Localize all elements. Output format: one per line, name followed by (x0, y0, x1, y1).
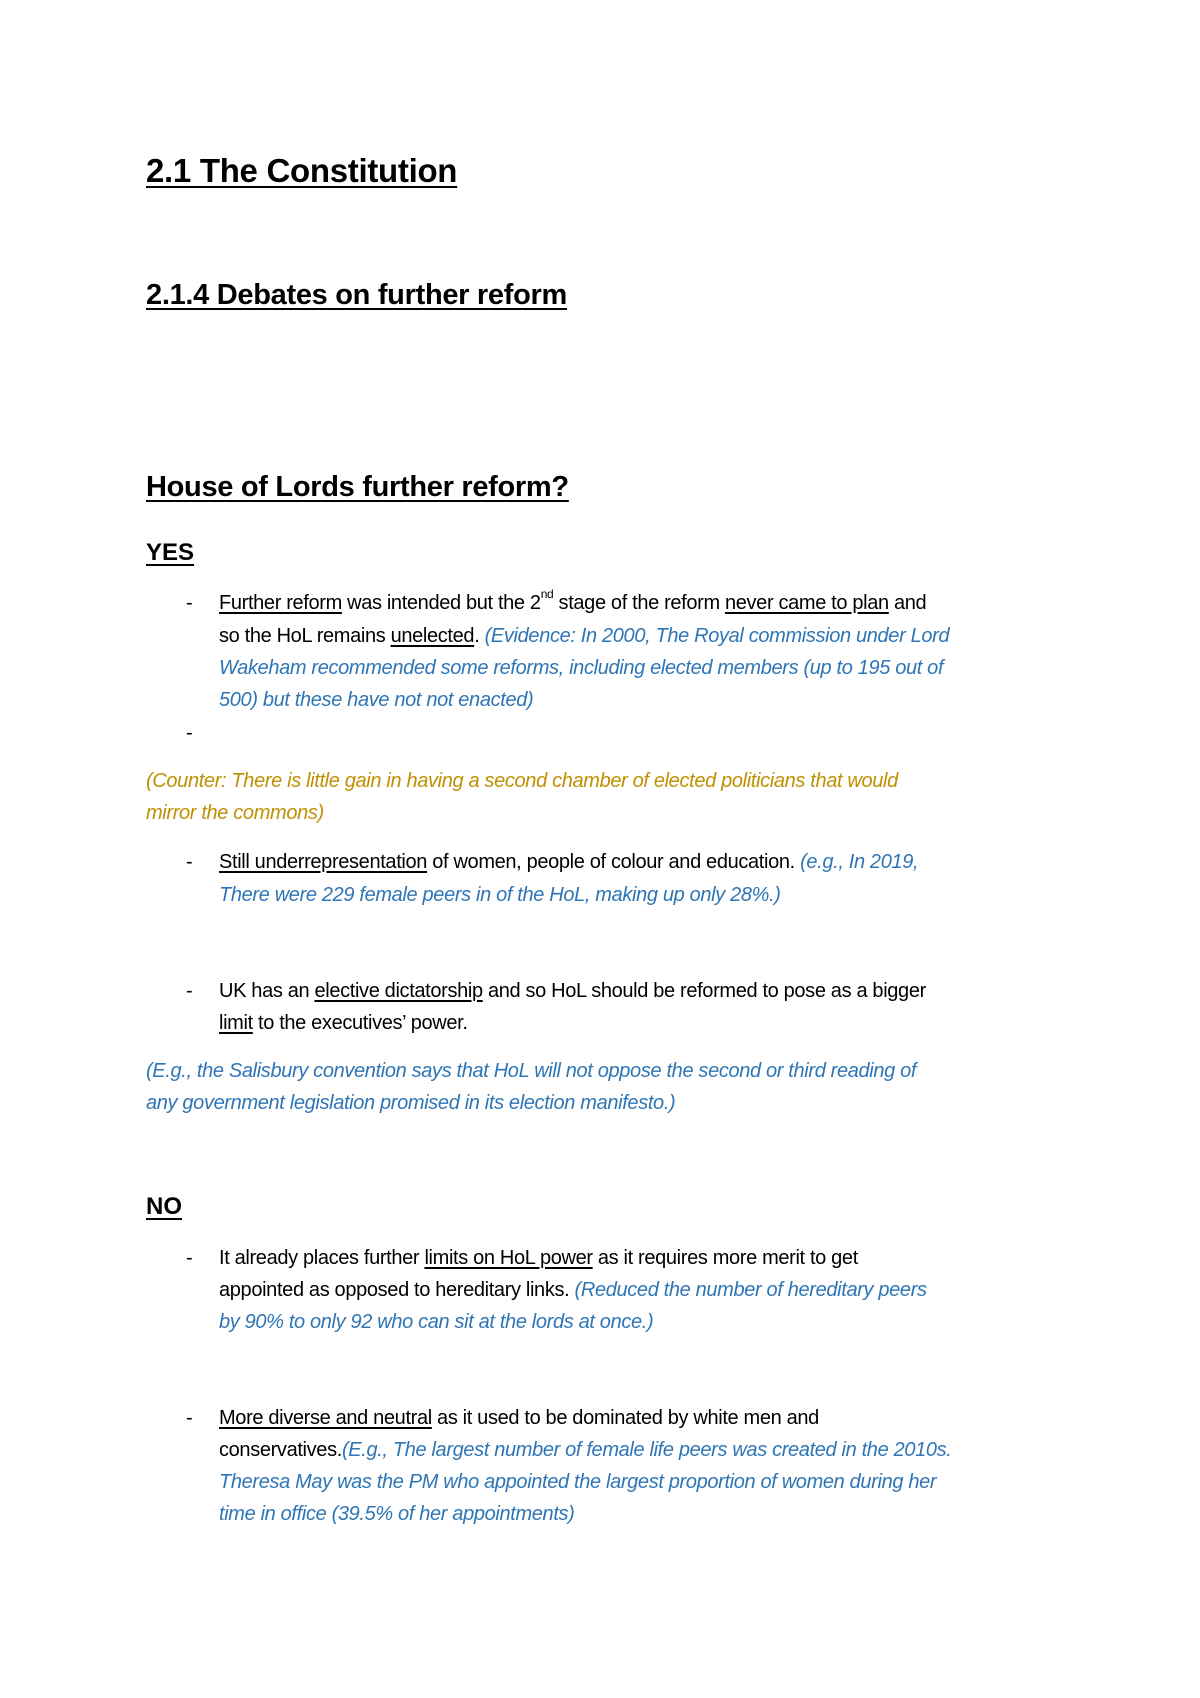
evidence-text: (Reduced the number of hereditary peers (574, 1279, 927, 1301)
superscript: nd (540, 587, 554, 602)
no-point-2-line-1 (219, 1407, 819, 1430)
bullet-dash: - (186, 592, 193, 614)
counter-argument-line-2: mirror the commons) (146, 802, 324, 824)
yes-point-3-line-2 (219, 1012, 468, 1035)
no-point-1-line-3: by 90% to only 92 who can sit at the lords at once.) (219, 1311, 654, 1333)
evidence-text: (E.g., The largest number of female life peers was created in the 2010s. (341, 1439, 952, 1461)
yes-point-2-line-1 (219, 851, 918, 874)
no-heading: NO (146, 1193, 182, 1220)
no-point-1-line-1 (219, 1247, 858, 1270)
question-heading: House of Lords further reform? (146, 471, 569, 503)
underlined-term: Still underrepresentation (219, 851, 428, 873)
underlined-term: never came to plan (724, 592, 889, 614)
text-run: of women, people of colour and education. (427, 851, 801, 873)
text-run: conservatives. (219, 1439, 342, 1461)
yes-point-3-line-1 (219, 980, 926, 1003)
bullet-dash: - (186, 1407, 193, 1429)
text-run: UK has an (219, 980, 315, 1002)
bullet-dash: - (186, 980, 193, 1002)
no-point-2-line-4: time in office (39.5% of her appointments) (219, 1503, 575, 1525)
bullet-dash: - (186, 722, 193, 744)
text-run: and (888, 592, 927, 614)
underlined-term: unelected (390, 625, 475, 647)
text-run: as it used to be dominated by white men and (431, 1407, 819, 1429)
text-run: to the executives’ power. (252, 1012, 468, 1034)
text-run: and so HoL should be reformed to pose as a bigger (482, 980, 926, 1002)
section-heading: 2.1.4 Debates on further reform (146, 279, 567, 311)
underlined-term: More diverse and neutral (219, 1407, 432, 1429)
no-point-1-line-2 (219, 1279, 927, 1302)
counter-argument-line-1: (Counter: There is little gain in having a second chamber of elected politicians that would (146, 770, 898, 792)
text-run: It already places further (219, 1247, 425, 1269)
no-point-2-line-2 (219, 1439, 952, 1462)
underlined-term: limits on HoL power (424, 1247, 593, 1269)
yes-point-1-line-2 (219, 625, 949, 648)
text-run: stage of the reform (553, 592, 725, 614)
bullet-dash: - (186, 851, 193, 873)
evidence-text: (e.g., In 2019, (800, 851, 919, 873)
underlined-term: Further reform (219, 592, 342, 614)
underlined-term: elective dictatorship (314, 980, 483, 1002)
yes-point-1-line-1 (219, 587, 927, 615)
yes-point-2-line-2: There were 229 female peers in of the HoL, making up only 28%.) (219, 884, 781, 906)
yes-point-1-line-4: 500) but these have not not enacted) (219, 689, 534, 711)
text-run: was intended but the 2 (341, 592, 541, 614)
bullet-dash: - (186, 1247, 193, 1269)
evidence-text: (Evidence: In 2000, The Royal commission under Lord (484, 625, 950, 647)
yes-heading: YES (146, 539, 195, 566)
text-run: appointed as opposed to hereditary links. (219, 1279, 575, 1301)
no-point-2-line-3: Theresa May was the PM who appointed the largest proportion of women during her (219, 1471, 937, 1493)
text-run: . (474, 625, 485, 647)
page-title: 2.1 The Constitution (146, 152, 458, 189)
example-line-1: (E.g., the Salisbury convention says that HoL will not oppose the second or third reading of (146, 1060, 917, 1082)
example-line-2: any government legislation promised in its election manifesto.) (146, 1092, 676, 1114)
text-run: as it requires more merit to get (592, 1247, 858, 1269)
underlined-term: limit (219, 1012, 253, 1034)
yes-point-1-line-3: Wakeham recommended some reforms, including elected members (up to 195 out of (219, 657, 944, 679)
text-run: so the HoL remains (219, 625, 391, 647)
